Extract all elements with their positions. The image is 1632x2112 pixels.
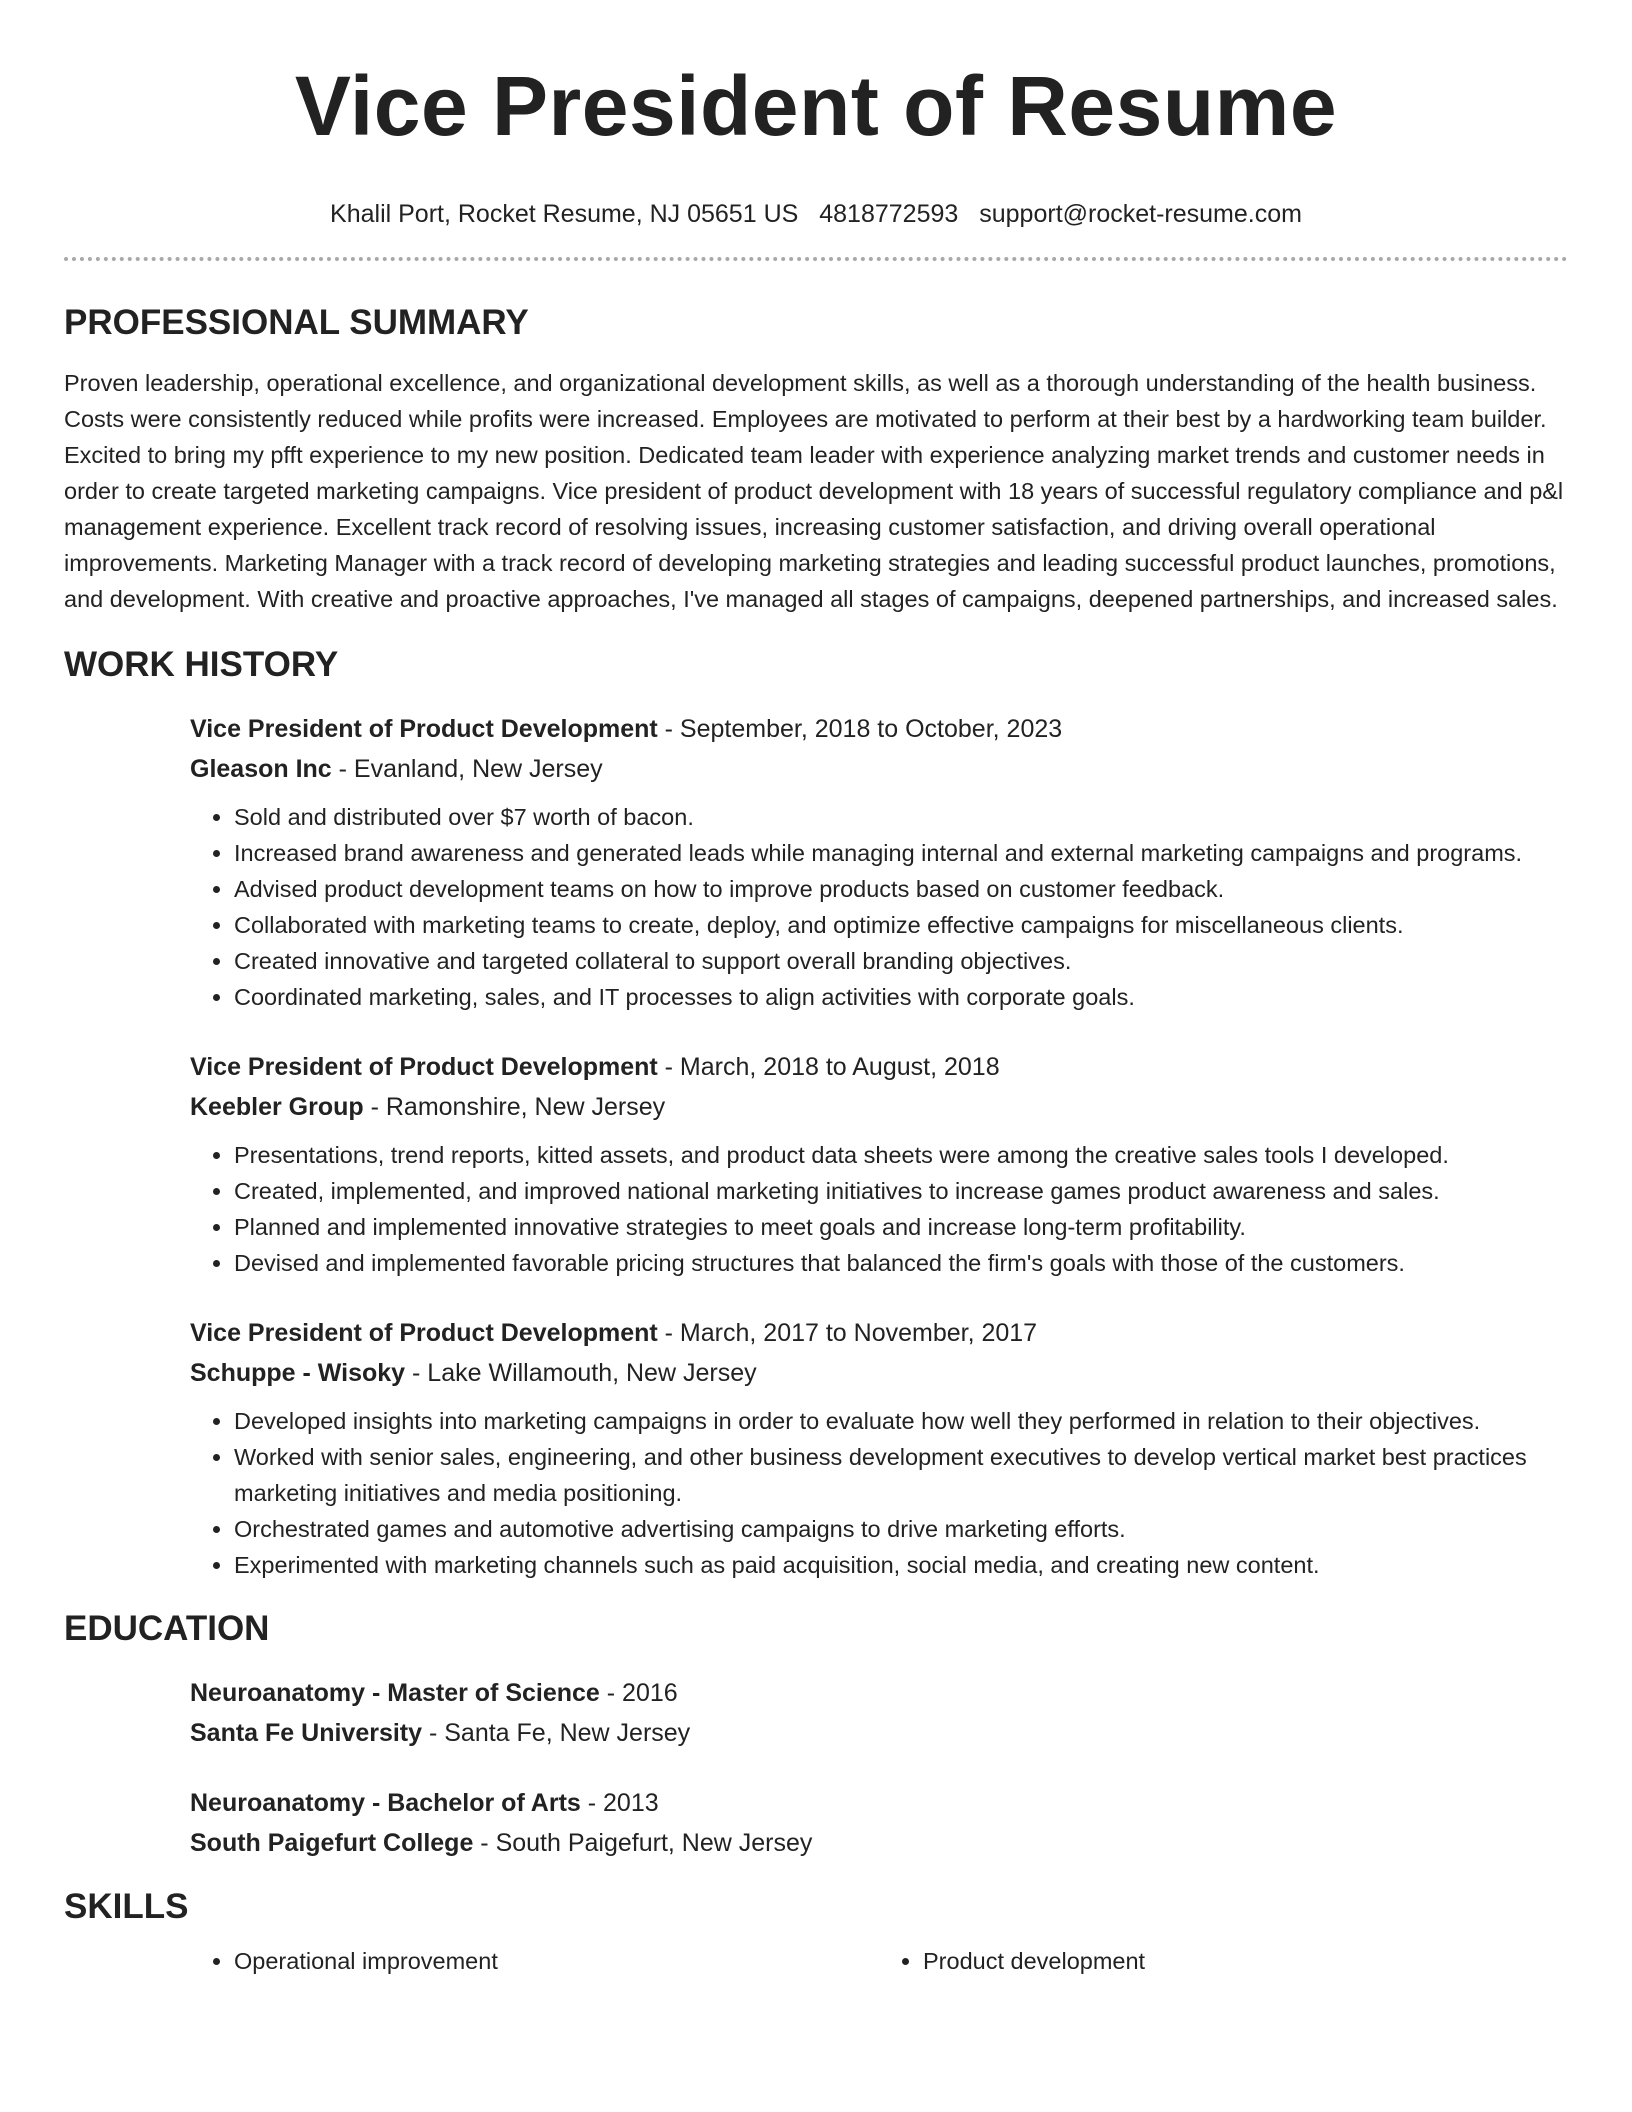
summary-text: Proven leadership, operational excellence, and organizational development skills, as well as a thorough understanding of the health business. Costs were consistently reduced while profits were increased. Employees are motivated to perform at their best by a hardworking team builder. Excited to bring my pfft experience to my new position. Dedicated team leader with experience analyzing market trends and customer needs in order to create targeted marketing campaigns. Vice president of product development with 18 years of successful regulatory compliance and p&l management experience. Excellent track record of resolving issues, increasing customer satisfaction, and driving overall operational improvements. Marketing Manager with a track record of developing marketing strategies and leading successful product launches, promotions, and development. With creative and proactive approaches, I've managed all stages of campaigns, deepened partnerships, and increased sales. xyxy=(64,370,1564,612)
job-company-line xyxy=(190,1353,1568,1393)
contact-address: Khalil Port, Rocket Resume, NJ 05651 US xyxy=(330,200,799,228)
job-bullet: • Orchestrated games and automotive advertising campaigns to drive marketing efforts. xyxy=(234,1511,1568,1547)
job-bullet: • Devised and implemented favorable pricing structures that balanced the firm's goals with those of the customers. xyxy=(234,1245,1568,1281)
job-location: - Lake Willamouth, New Jersey xyxy=(405,1359,757,1387)
job-bullet: • Sold and distributed over $7 worth of bacon. xyxy=(234,799,1568,835)
education-location: - Santa Fe, New Jersey xyxy=(422,1719,691,1747)
education-school: Santa Fe University xyxy=(190,1719,423,1747)
section-title-skills: SKILLS xyxy=(64,1887,189,1926)
education-list xyxy=(190,1673,1568,1863)
job-role: Vice President of Product Development xyxy=(190,1319,658,1347)
job-bullet: • Worked with senior sales, engineering, and other business development executives to develop vertical market best practices marketing initiatives and media positioning. xyxy=(234,1439,1568,1511)
contact-line xyxy=(64,198,1568,230)
education-school-line xyxy=(190,1823,1568,1863)
job-company-line xyxy=(190,1087,1568,1127)
job-title-line xyxy=(190,709,1568,749)
job-bullet: • Planned and implemented innovative strategies to meet goals and increase long-term profitability. xyxy=(234,1209,1568,1245)
job-bullet: • Increased brand awareness and generated leads while managing internal and external marketing campaigns and programs. xyxy=(234,835,1568,871)
contact-phone: 4818772593 xyxy=(819,200,959,228)
job-dates: - March, 2018 to August, 2018 xyxy=(657,1053,1000,1081)
education-year: - 2013 xyxy=(580,1789,659,1817)
job-company: Schuppe - Wisoky xyxy=(190,1359,406,1387)
job-entry xyxy=(190,1313,1568,1583)
skills-column-right xyxy=(879,1943,1568,1979)
job-bullet: • Collaborated with marketing teams to create, deploy, and optimize effective campaigns for miscellaneous clients. xyxy=(234,907,1568,943)
skills-grid xyxy=(190,1943,1568,1979)
education-year: - 2016 xyxy=(599,1679,678,1707)
section-title-work: WORK HISTORY xyxy=(64,645,339,684)
skill-item: • Operational improvement xyxy=(234,1943,879,1979)
job-bullets xyxy=(190,1137,1568,1281)
education-entry xyxy=(190,1673,1568,1753)
education-school: South Paigefurt College xyxy=(190,1829,474,1857)
section-title-education: EDUCATION xyxy=(64,1609,270,1648)
section-title-summary: PROFESSIONAL SUMMARY xyxy=(64,303,529,342)
job-role: Vice President of Product Development xyxy=(190,715,658,743)
skills-column-left xyxy=(190,1943,879,1979)
job-company: Keebler Group xyxy=(190,1093,364,1121)
job-bullets xyxy=(190,799,1568,1015)
contact-email: support@rocket-resume.com xyxy=(979,200,1302,228)
job-title-line xyxy=(190,1313,1568,1353)
job-bullet: • Presentations, trend reports, kitted assets, and product data sheets were among the creative sales tools I developed. xyxy=(234,1137,1568,1173)
education-entry xyxy=(190,1783,1568,1863)
skill-item: • Product development xyxy=(923,1943,1568,1979)
job-entry xyxy=(190,709,1568,1015)
education-degree: Neuroanatomy - Master of Science xyxy=(190,1679,600,1707)
job-bullet: • Developed insights into marketing campaigns in order to evaluate how well they performed in relation to their objectives. xyxy=(234,1403,1568,1439)
education-degree-line xyxy=(190,1783,1568,1823)
education-school-line xyxy=(190,1713,1568,1753)
job-location: - Ramonshire, New Jersey xyxy=(363,1093,666,1121)
job-bullet: • Created innovative and targeted collateral to support overall branding objectives. xyxy=(234,943,1568,979)
job-bullets xyxy=(190,1403,1568,1583)
resume-name: Vice President of Resume xyxy=(294,59,1338,153)
work-history-list xyxy=(190,709,1568,1583)
education-degree-line xyxy=(190,1673,1568,1713)
job-company-line xyxy=(190,749,1568,789)
job-bullet: • Experimented with marketing channels such as paid acquisition, social media, and creating new content. xyxy=(234,1547,1568,1583)
header-divider xyxy=(64,257,1568,261)
job-location: - Evanland, New Jersey xyxy=(331,755,603,783)
job-bullet: • Created, implemented, and improved national marketing initiatives to increase games product awareness and sales. xyxy=(234,1173,1568,1209)
education-location: - South Paigefurt, New Jersey xyxy=(473,1829,813,1857)
job-title-line xyxy=(190,1047,1568,1087)
job-role: Vice President of Product Development xyxy=(190,1053,658,1081)
job-dates: - March, 2017 to November, 2017 xyxy=(657,1319,1038,1347)
job-bullet: • Advised product development teams on how to improve products based on customer feedback. xyxy=(234,871,1568,907)
job-dates: - September, 2018 to October, 2023 xyxy=(657,715,1063,743)
job-company: Gleason Inc xyxy=(190,755,332,783)
education-degree: Neuroanatomy - Bachelor of Arts xyxy=(190,1789,581,1817)
job-bullet: • Coordinated marketing, sales, and IT processes to align activities with corporate goals. xyxy=(234,979,1568,1015)
job-entry xyxy=(190,1047,1568,1281)
